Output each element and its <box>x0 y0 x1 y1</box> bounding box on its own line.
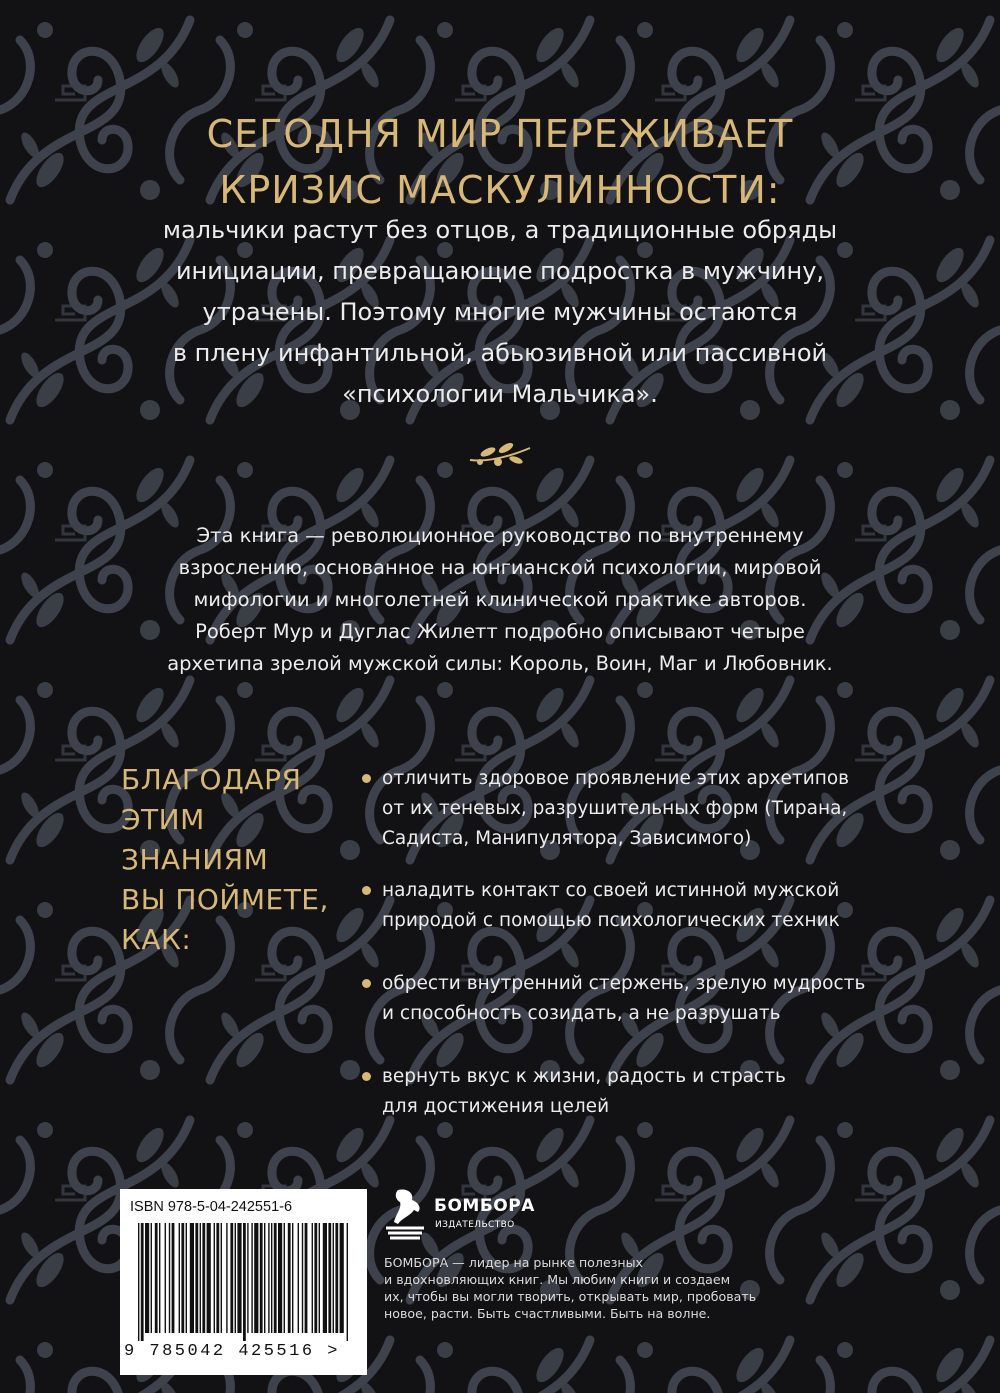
bullet-dot-icon <box>362 1072 371 1081</box>
barcode-bar <box>221 1223 222 1333</box>
headline-line: КРИЗИС МАСКУЛИННОСТИ: <box>219 168 781 212</box>
headline-line: СЕГОДНЯ МИР ПЕРЕЖИВАЕТ <box>206 112 794 156</box>
barcode-bar <box>260 1223 263 1333</box>
barcode-bar <box>298 1223 299 1333</box>
list-item-line: вернуть вкус к жизни, радость и страсть <box>382 1066 786 1087</box>
benefits-heading-line: КАК: <box>121 923 192 956</box>
barcode-bar <box>254 1223 258 1333</box>
barcode-bar <box>328 1223 331 1333</box>
barcode-bar <box>230 1223 233 1333</box>
barcode-bar <box>226 1223 227 1333</box>
list-item-line: обрести внутренний стержень, зрелую мудрость <box>382 973 866 994</box>
intro-line: в плену инфантильной, абьюзивной или пассивной <box>172 339 828 367</box>
intro-line: инициации, превращающие подростка в мужчину, <box>175 257 825 285</box>
list-item-line: наладить контакт со своей истинной мужской <box>382 880 840 901</box>
barcode-bar <box>333 1223 334 1333</box>
list-item-text <box>382 876 922 936</box>
barcode-bar <box>145 1223 149 1333</box>
barcode-bar <box>181 1223 184 1333</box>
barcode-bar <box>159 1223 160 1333</box>
barcode-bar <box>179 1223 180 1333</box>
barcode-bar <box>288 1223 291 1333</box>
barcode-bar <box>292 1223 293 1333</box>
barcode-bar <box>190 1223 194 1333</box>
publisher-description-line: БОМБОРА — лидер на рынке полезных <box>384 1255 644 1270</box>
barcode-bar <box>335 1223 338 1333</box>
publisher-description <box>384 1254 764 1322</box>
barcode-bar <box>237 1223 241 1333</box>
barcode-bar <box>340 1223 344 1333</box>
description-line: Роберт Мур и Дуглас Жилетт подробно описывают четыре <box>195 620 805 643</box>
barcode-bar <box>200 1223 201 1333</box>
bullet-dot-icon <box>362 979 371 988</box>
list-item-line: для достижения целей <box>382 1096 610 1117</box>
barcode-bar <box>251 1223 252 1333</box>
isbn-label: ISBN 978-5-04-242551-6 <box>130 1199 293 1215</box>
list-item-text <box>382 969 922 1029</box>
barcode-bar <box>271 1223 272 1333</box>
publisher-name: БОМБОРА <box>434 1196 535 1216</box>
barcode-bar <box>305 1223 308 1333</box>
publisher-logo[interactable] <box>384 1186 534 1242</box>
benefits-heading-line: ЗНАНИЯМ <box>121 843 269 876</box>
barcode-bar <box>319 1223 320 1333</box>
list-item-line: Садиста, Манипулятора, Зависимого) <box>382 828 752 849</box>
intro-paragraph <box>0 210 1000 415</box>
list-item-text <box>382 764 922 854</box>
barcode-bar <box>264 1223 265 1333</box>
barcode-bar <box>214 1223 215 1333</box>
publisher-description-line: их, чтобы вы могли творить, открывать мир, пробовать <box>384 1289 757 1304</box>
publisher-description-line: новое, расти. Быть счастливыми. Быть на волне. <box>384 1306 711 1321</box>
barcode-icon <box>136 1223 350 1341</box>
barcode-bar <box>243 1223 246 1341</box>
barcode-bar <box>323 1223 327 1333</box>
intro-line: утрачены. Поэтому многие мужчины остаются <box>202 298 798 326</box>
barcode-digits: 9 785042 425516 > <box>124 1342 340 1361</box>
barcode-bar <box>151 1223 152 1333</box>
barcode-bar <box>172 1223 175 1333</box>
description-line: архетипа зрелой мужской силы: Король, Воин, Маг и Любовник. <box>167 652 833 675</box>
barcode-bar <box>216 1223 219 1333</box>
benefits-heading <box>121 760 351 960</box>
benefits-heading-line: ВЫ ПОЙМЕТЕ, <box>121 883 329 916</box>
barcode-bar <box>247 1223 248 1333</box>
barcode-bar <box>302 1223 303 1333</box>
list-item-line: от их теневых, разрушительных форм (Тирана, <box>382 798 848 819</box>
publisher-description-line: и вдохновляющих книг. Мы любим книги и создаем <box>384 1272 731 1287</box>
description-line: мифологии и многолетней клинической практике авторов. <box>193 588 807 611</box>
barcode-bar <box>347 1223 348 1341</box>
barcode-bar <box>278 1223 282 1333</box>
barcode-bar <box>202 1223 205 1333</box>
list-item-line: и способность созидать, а не разрушать <box>382 1003 781 1024</box>
barcode-bar <box>155 1223 158 1333</box>
barcode-bar <box>186 1223 187 1333</box>
intro-line: «психологии Мальчика». <box>342 380 658 408</box>
barcode-bar <box>165 1223 166 1333</box>
benefits-heading-line: БЛАГОДАРЯ <box>121 763 302 796</box>
olive-branch-icon <box>466 440 534 468</box>
barcode-bar <box>169 1223 170 1333</box>
barcode-bar <box>314 1223 317 1333</box>
barcode-panel <box>120 1189 367 1375</box>
benefits-heading-line: ЭТИМ <box>121 803 205 836</box>
intro-line: мальчики растут без отцов, а традиционные обряды <box>162 216 838 244</box>
description-line: взрослению, основанное на юнгианской психологии, мировой <box>178 556 822 579</box>
bombora-horse-logo-icon <box>384 1186 430 1242</box>
list-item-line: природой с помощью психологических техник <box>382 910 840 931</box>
barcode-bar <box>284 1223 285 1333</box>
bullet-dot-icon <box>362 886 371 895</box>
description-paragraph <box>0 520 1000 680</box>
list-item-text <box>382 1062 922 1122</box>
list-item-line: отличить здоровое проявление этих архетипов <box>382 768 850 789</box>
barcode-bar <box>274 1223 277 1333</box>
barcode-bar <box>235 1223 236 1333</box>
headline <box>0 106 1000 218</box>
bullet-dot-icon <box>362 774 371 783</box>
publisher-subtitle: ИЗДАТЕЛЬСТВО <box>435 1220 515 1230</box>
barcode-bar <box>268 1223 269 1333</box>
barcode-bar <box>207 1223 211 1333</box>
barcode-bar <box>138 1223 139 1341</box>
barcode-bar <box>312 1223 313 1333</box>
barcode-bar <box>141 1223 144 1341</box>
barcode-bar <box>195 1223 198 1333</box>
description-line: Эта книга — революционное руководство по внутреннему <box>196 524 804 547</box>
